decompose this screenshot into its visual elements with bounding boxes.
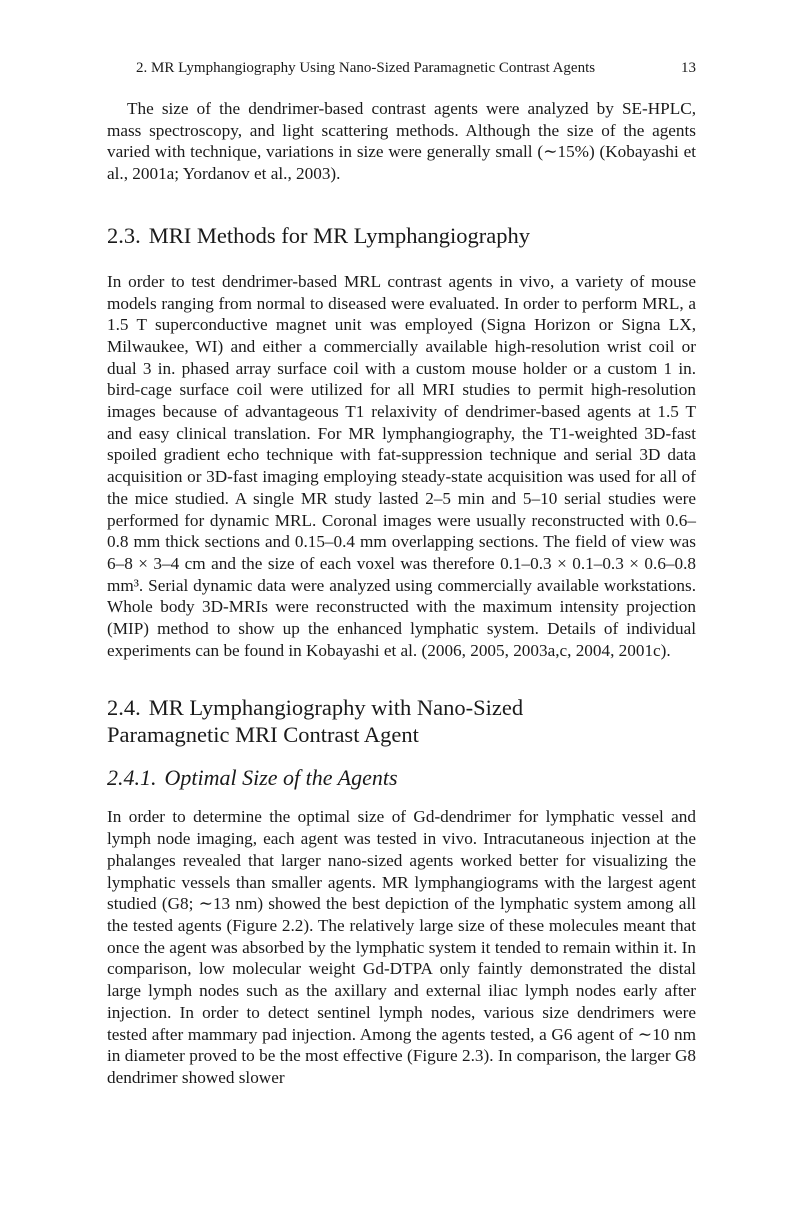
section-heading-2-3 <box>107 222 696 249</box>
paragraph-optimal-size: In order to determine the optimal size of Gd-dendrimer for lymphatic vessel and lymph node imaging, each agent was tested in vivo. Intracutaneous injection at the phalanges revealed that larger nano-sized agents worked better for visualizing the lymphatic vessels than smaller agents. MR lymphangiograms with the largest agent studied (G8; ∼13 nm) showed the best depiction of the lymphatic system among all the tested agents (Figure 2.2). The relatively large size of these molecules meant that once the agent was absorbed by the lymphatic system it tended to remain within it. In comparison, low molecular weight Gd-DTPA only faintly demonstrated the distal large lymph nodes such as the axillary and external iliac lymph nodes early after injection. In order to detect sentinel lymph nodes, various size dendrimers were tested after mammary pad injection. Among the agents tested, a G6 agent of ∼10 nm in diameter proved to be the most effective (Figure 2.3). In comparison, the larger G8 dendrimer showed slower <box>107 807 696 1087</box>
page-number: 13 <box>681 60 696 76</box>
section-title: MRI Methods for MR Lymphangiography <box>148 222 530 248</box>
paragraph-mri-methods: In order to test dendrimer-based MRL contrast agents in vivo, a variety of mouse models ranging from normal to diseased were evaluated. In order to perform MRL, a 1.5 T superconductive magnet unit was employed (Signa Horizon or Signa LX, Milwaukee, WI) and either a commercially available high-resolution wrist coil or dual 3 in. phased array surface coil with a custom mouse holder or a custom 1 in. bird-cage surface coil were utilized for all MRI studies to permit high-resolution images because of advantageous T1 relaxivity of dendrimer-based agents at 1.5 T and easy clinical translation. For MR lymphangiography, the T1-weighted 3D-fast spoiled gradient echo technique with fat-suppression technique and serial 3D data acquisition or 3D-fast imaging employing steady-state acquisition was used for all of the mice studied. A single MR study lasted 2–5 min and 5–10 serial studies were performed for dynamic MRL. Coronal images were usually reconstructed with 0.6–0.8 mm thick sections and 0.15–0.4 mm overlapping sections. The field of view was 6–8 × 3–4 cm and the size of each voxel was therefore 0.1–0.3 × 0.1–0.3 × 0.6–0.8 mm³. Serial dynamic data were analyzed using commercially available workstations. Whole body 3D-MRIs were reconstructed with the maximum intensity projection (MIP) method to show up the enhanced lymphatic system. Details of individual experiments can be found in Kobayashi et al. (2006, 2005, 2003a,c, 2004, 2001c). <box>107 271 696 660</box>
section-number: 2.4. <box>107 695 141 721</box>
subsection-number: 2.4.1. <box>107 765 157 791</box>
section-title-line-1: MR Lymphangiography with Nano-Sized <box>148 695 524 721</box>
section-number: 2.3. <box>107 222 141 248</box>
running-head-title: 2. MR Lymphangiography Using Nano-Sized Paramagnetic Contrast Agents <box>136 60 596 76</box>
subsection-title: Optimal Size of the Agents <box>164 765 398 791</box>
section-heading-2-4 <box>107 694 696 748</box>
subsection-heading-2-4-1 <box>107 765 696 791</box>
paragraph-size-analysis: The size of the dendrimer-based contrast agents were analyzed by SE-HPLC, mass spectroscopy, and light scattering methods. Although the size of the agents varied with technique, variations in size were generally small (∼15%) (Kobayashi et al., 2001a; Yordanov et al., 2003). <box>107 99 696 184</box>
page-body <box>107 98 696 1089</box>
section-title-line-2: Paramagnetic MRI Contrast Agent <box>107 722 419 748</box>
